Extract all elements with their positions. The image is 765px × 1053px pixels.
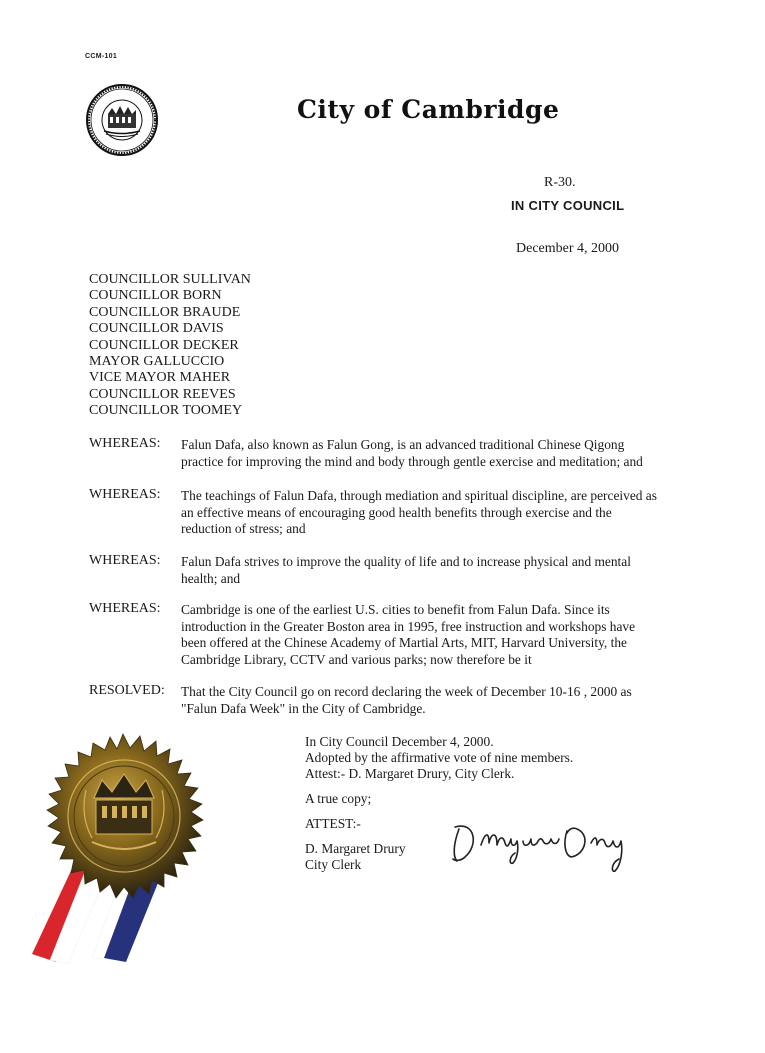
clause-text	[181, 554, 691, 587]
adoption-statement	[305, 734, 573, 782]
adoption-line: In City Council December 4, 2000.	[305, 734, 494, 749]
adoption-line: Adopted by the affirmative vote of nine members.	[305, 750, 574, 765]
clause-line: health; and	[181, 570, 241, 586]
sponsor-name: COUNCILLOR DAVIS	[89, 321, 224, 337]
clause-text	[181, 602, 691, 668]
sponsor-name: COUNCILLOR BRAUDE	[89, 304, 241, 320]
clause-line: "Falun Dafa Week" in the City of Cambridge.	[181, 700, 426, 716]
resolution-number: R-30.	[544, 175, 576, 190]
resolved-label: RESOLVED:	[89, 683, 165, 698]
adoption-line: Attest:- D. Margaret Drury, City Clerk.	[305, 766, 515, 781]
clause-label: WHEREAS:	[89, 487, 161, 502]
sponsor-name: COUNCILLOR REEVES	[89, 386, 236, 402]
clause-text	[181, 488, 691, 538]
clause-text	[181, 437, 691, 470]
document-title: City of Cambridge	[297, 95, 560, 124]
form-code: CCM-101	[85, 53, 118, 60]
clause-line: Cambridge Library, CCTV and various parks; now therefore be it	[181, 651, 532, 667]
council-heading: IN CITY COUNCIL	[511, 198, 625, 213]
clause-line: Cambridge is one of the earliest U.S. cities to benefit from Falun Dafa. Since its	[181, 602, 610, 617]
sponsor-name: COUNCILLOR TOOMEY	[89, 403, 243, 419]
gold-seal-icon	[28, 730, 218, 970]
sponsor-name: VICE MAYOR MAHER	[89, 370, 231, 386]
clause-label: WHEREAS:	[89, 601, 161, 616]
clause-line: That the City Council go on record declaring the week of December 10-16 , 2000 as	[181, 684, 632, 699]
sponsor-name: COUNCILLOR SULLIVAN	[89, 272, 251, 287]
signature-image	[445, 815, 645, 875]
clause-line: practice for improving the mind and body through gentle exercise and meditation; and	[181, 453, 643, 469]
true-copy-label: A true copy;	[305, 791, 372, 806]
clerk-block	[305, 841, 406, 873]
clause-label: WHEREAS:	[89, 436, 161, 451]
sponsor-name: COUNCILLOR BORN	[89, 288, 222, 304]
clerk-name: D. Margaret Drury	[305, 841, 406, 856]
clause-line: The teachings of Falun Dafa, through mediation and spiritual discipline, are perceived as	[181, 488, 657, 503]
clause-label: WHEREAS:	[89, 553, 161, 568]
clause-line: an effective means of encouraging good health benefits through exercise and the	[181, 504, 612, 520]
sponsor-name: COUNCILLOR DECKER	[89, 337, 239, 353]
clerk-title: City Clerk	[305, 857, 362, 872]
clause-line: been offered at the Chinese Academy of Martial Arts, MIT, Harvard University, the	[181, 635, 627, 650]
clause-line: introduction in the Greater Boston area in 1995, free instruction and workshops have	[181, 618, 636, 634]
city-seal-icon	[86, 84, 158, 156]
sponsor-name: MAYOR GALLUCCIO	[89, 354, 225, 370]
resolved-text	[181, 684, 691, 717]
attest-label: ATTEST:-	[305, 816, 361, 831]
resolution-date: December 4, 2000	[516, 241, 620, 256]
clause-line: Falun Dafa, also known as Falun Gong, is an advanced traditional Chinese Qigong	[181, 437, 625, 452]
clause-line: Falun Dafa strives to improve the quality of life and to increase physical and mental	[181, 554, 631, 569]
sponsor-list	[89, 272, 251, 420]
clause-line: reduction of stress; and	[181, 521, 306, 536]
